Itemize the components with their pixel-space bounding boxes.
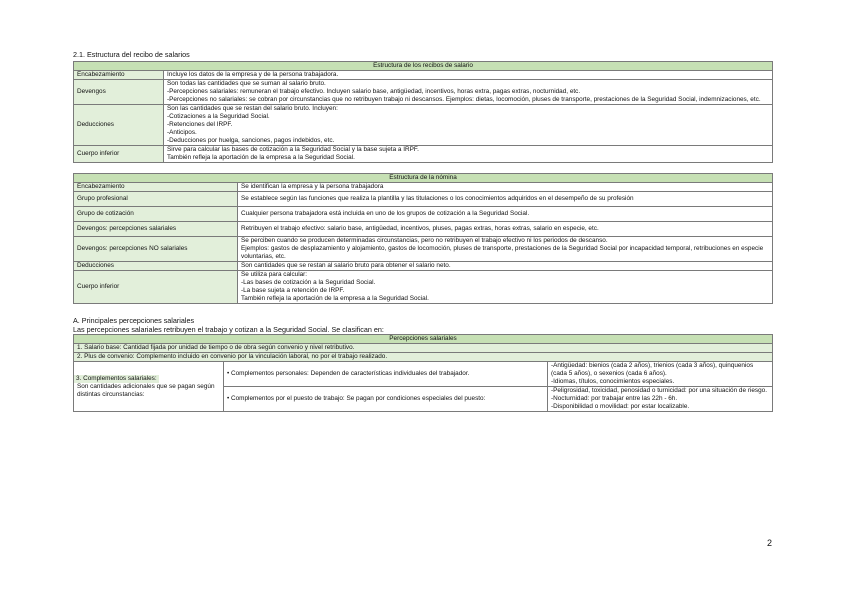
personal-complements-desc: • Complementos personales: Dependen de características individuales del trabajador. <box>224 362 548 387</box>
page-number: 2 <box>767 538 773 548</box>
row-label: Devengos <box>74 80 164 105</box>
table-row <box>74 237 773 262</box>
row-text: Cualquier persona trabajadora está incluida en uno de los grupos de cotización a la Seguridad Social. <box>238 207 773 222</box>
row-text: Se perciben cuando se producen determinadas circunstancias, pero no retribuyen el trabajo efectivo ni los periodos de descanso. Ejemplos: gastos de desplazamiento y alojamiento, gastos de locomoción, pluses de transporte, prestaciones de la Seguridad Social por incapacidad temporal, retribuciones en especie voluntarias, etc. <box>238 237 773 262</box>
section-a-title: A. Principales percepciones salariales <box>73 316 195 325</box>
table-row <box>74 183 773 192</box>
table-row <box>74 80 773 105</box>
job-complements-desc: • Complementos por el puesto de trabajo: Se pagan por condiciones especiales del puesto: <box>224 387 548 412</box>
salary-perceptions-header: Percepciones salariales <box>74 335 773 344</box>
row-label: Encabezamiento <box>74 71 164 80</box>
table-row <box>74 271 773 304</box>
section-title-structure: 2.1. Estructura del recibo de salarios <box>73 50 190 59</box>
payroll-structure-header: Estructura de la nómina <box>74 174 773 183</box>
row-text: Son cantidades que se restan al salario bruto para obtener el salario neto. <box>238 262 773 271</box>
row-label: Deducciones <box>74 262 238 271</box>
payroll-structure-table <box>73 173 773 304</box>
table-row <box>74 71 773 80</box>
section-a-intro: Las percepciones salariales retribuyen el trabajo y cotizan a la Seguridad Social. Se clasifican en: <box>73 325 384 334</box>
table-row <box>74 207 773 222</box>
row-text: Sirve para calcular las bases de cotización a la Seguridad Social y la base sujeta a IRPF. También refleja la aportación de la empresa a la Seguridad Social. <box>164 146 773 163</box>
row-text: Se utiliza para calcular: -Las bases de cotización a la Seguridad Social. -La base sujeta a retención de IRPF. También refleja la aportación de la empresa a la Seguridad Social. <box>238 271 773 304</box>
table-row <box>74 105 773 146</box>
personal-complements-detail: -Antigüedad: bienios (cada 2 años), trienios (cada 3 años), quinquenios (cada 5 años), o sexenios (cada 6 años). -Idiomas, títulos, conocimientos especiales. <box>548 362 773 387</box>
row-label: Devengos: percepciones salariales <box>74 222 238 237</box>
base-salary-row: 1. Salario base: Cantidad fijada por unidad de tiempo o de obra según convenio y nivel retributivo. <box>74 344 773 353</box>
row-text: Son las cantidades que se restan del salario bruto. Incluyen: -Cotizaciones a la Seguridad Social. -Retenciones del IRPF. -Anticipos. -Deducciones por huelga, sanciones, pagos indebidos, etc. <box>164 105 773 146</box>
row-label: Devengos: percepciones NO salariales <box>74 237 238 262</box>
row-label: Grupo profesional <box>74 192 238 207</box>
table-row <box>74 146 773 163</box>
complements-cell <box>74 362 224 412</box>
document-page <box>73 50 773 412</box>
row-label: Grupo de cotización <box>74 207 238 222</box>
row-label: Deducciones <box>74 105 164 146</box>
table-row <box>74 362 773 387</box>
row-text: Incluye los datos de la empresa y de la persona trabajadora. <box>164 71 773 80</box>
complements-label: 3. Complementos salariales: <box>76 374 157 382</box>
row-text: Se identifican la empresa y la persona trabajadora <box>238 183 773 192</box>
row-text: Son todas las cantidades que se suman al salario bruto. -Percepciones salariales: remuneran el trabajo efectivo. Incluyen salario base, antigüedad, incentivos, horas extra, pagas extras, nocturnidad, etc. -Percepciones no salariales: se cobran por circunstancias que no retribuyen trabajo ni descansos. Ejemplos: dietas, locomoción, pluses de transporte, prestaciones de la Seguridad Social, indemnizaciones, etc. <box>164 80 773 105</box>
table-row <box>74 353 773 362</box>
table-row <box>74 222 773 237</box>
table-row <box>74 262 773 271</box>
table-row <box>74 344 773 353</box>
receipt-structure-header: Estructura de los recibos de salario <box>74 62 773 71</box>
agreement-plus-row: 2. Plus de convenio: Complemento incluido en convenio por la vinculación laboral, no por el trabajo realizado. <box>74 353 773 362</box>
row-label: Encabezamiento <box>74 183 238 192</box>
row-text: Retribuyen el trabajo efectivo: salario base, antigüedad, incentivos, pluses, pagas extras, horas extras, salario en especie, etc. <box>238 222 773 237</box>
table-row <box>74 192 773 207</box>
job-complements-detail: -Peligrosidad, toxicidad, penosidad o turnicidad: por una situación de riesgo. -Nocturnidad: por trabajar entre las 22h - 6h. -Disponibilidad o movilidad: por estar localizable. <box>548 387 773 412</box>
row-label: Cuerpo inferior <box>74 146 164 163</box>
row-text: Se establece según las funciones que realiza la plantilla y las titulaciones o los conocimientos adquiridos en el desempeño de su profesión <box>238 192 773 207</box>
salary-perceptions-table <box>73 334 773 412</box>
receipt-structure-table <box>73 61 773 163</box>
complements-desc: Son cantidades adicionales que se pagan según distintas circunstancias: <box>77 382 215 398</box>
row-label: Cuerpo inferior <box>74 271 238 304</box>
